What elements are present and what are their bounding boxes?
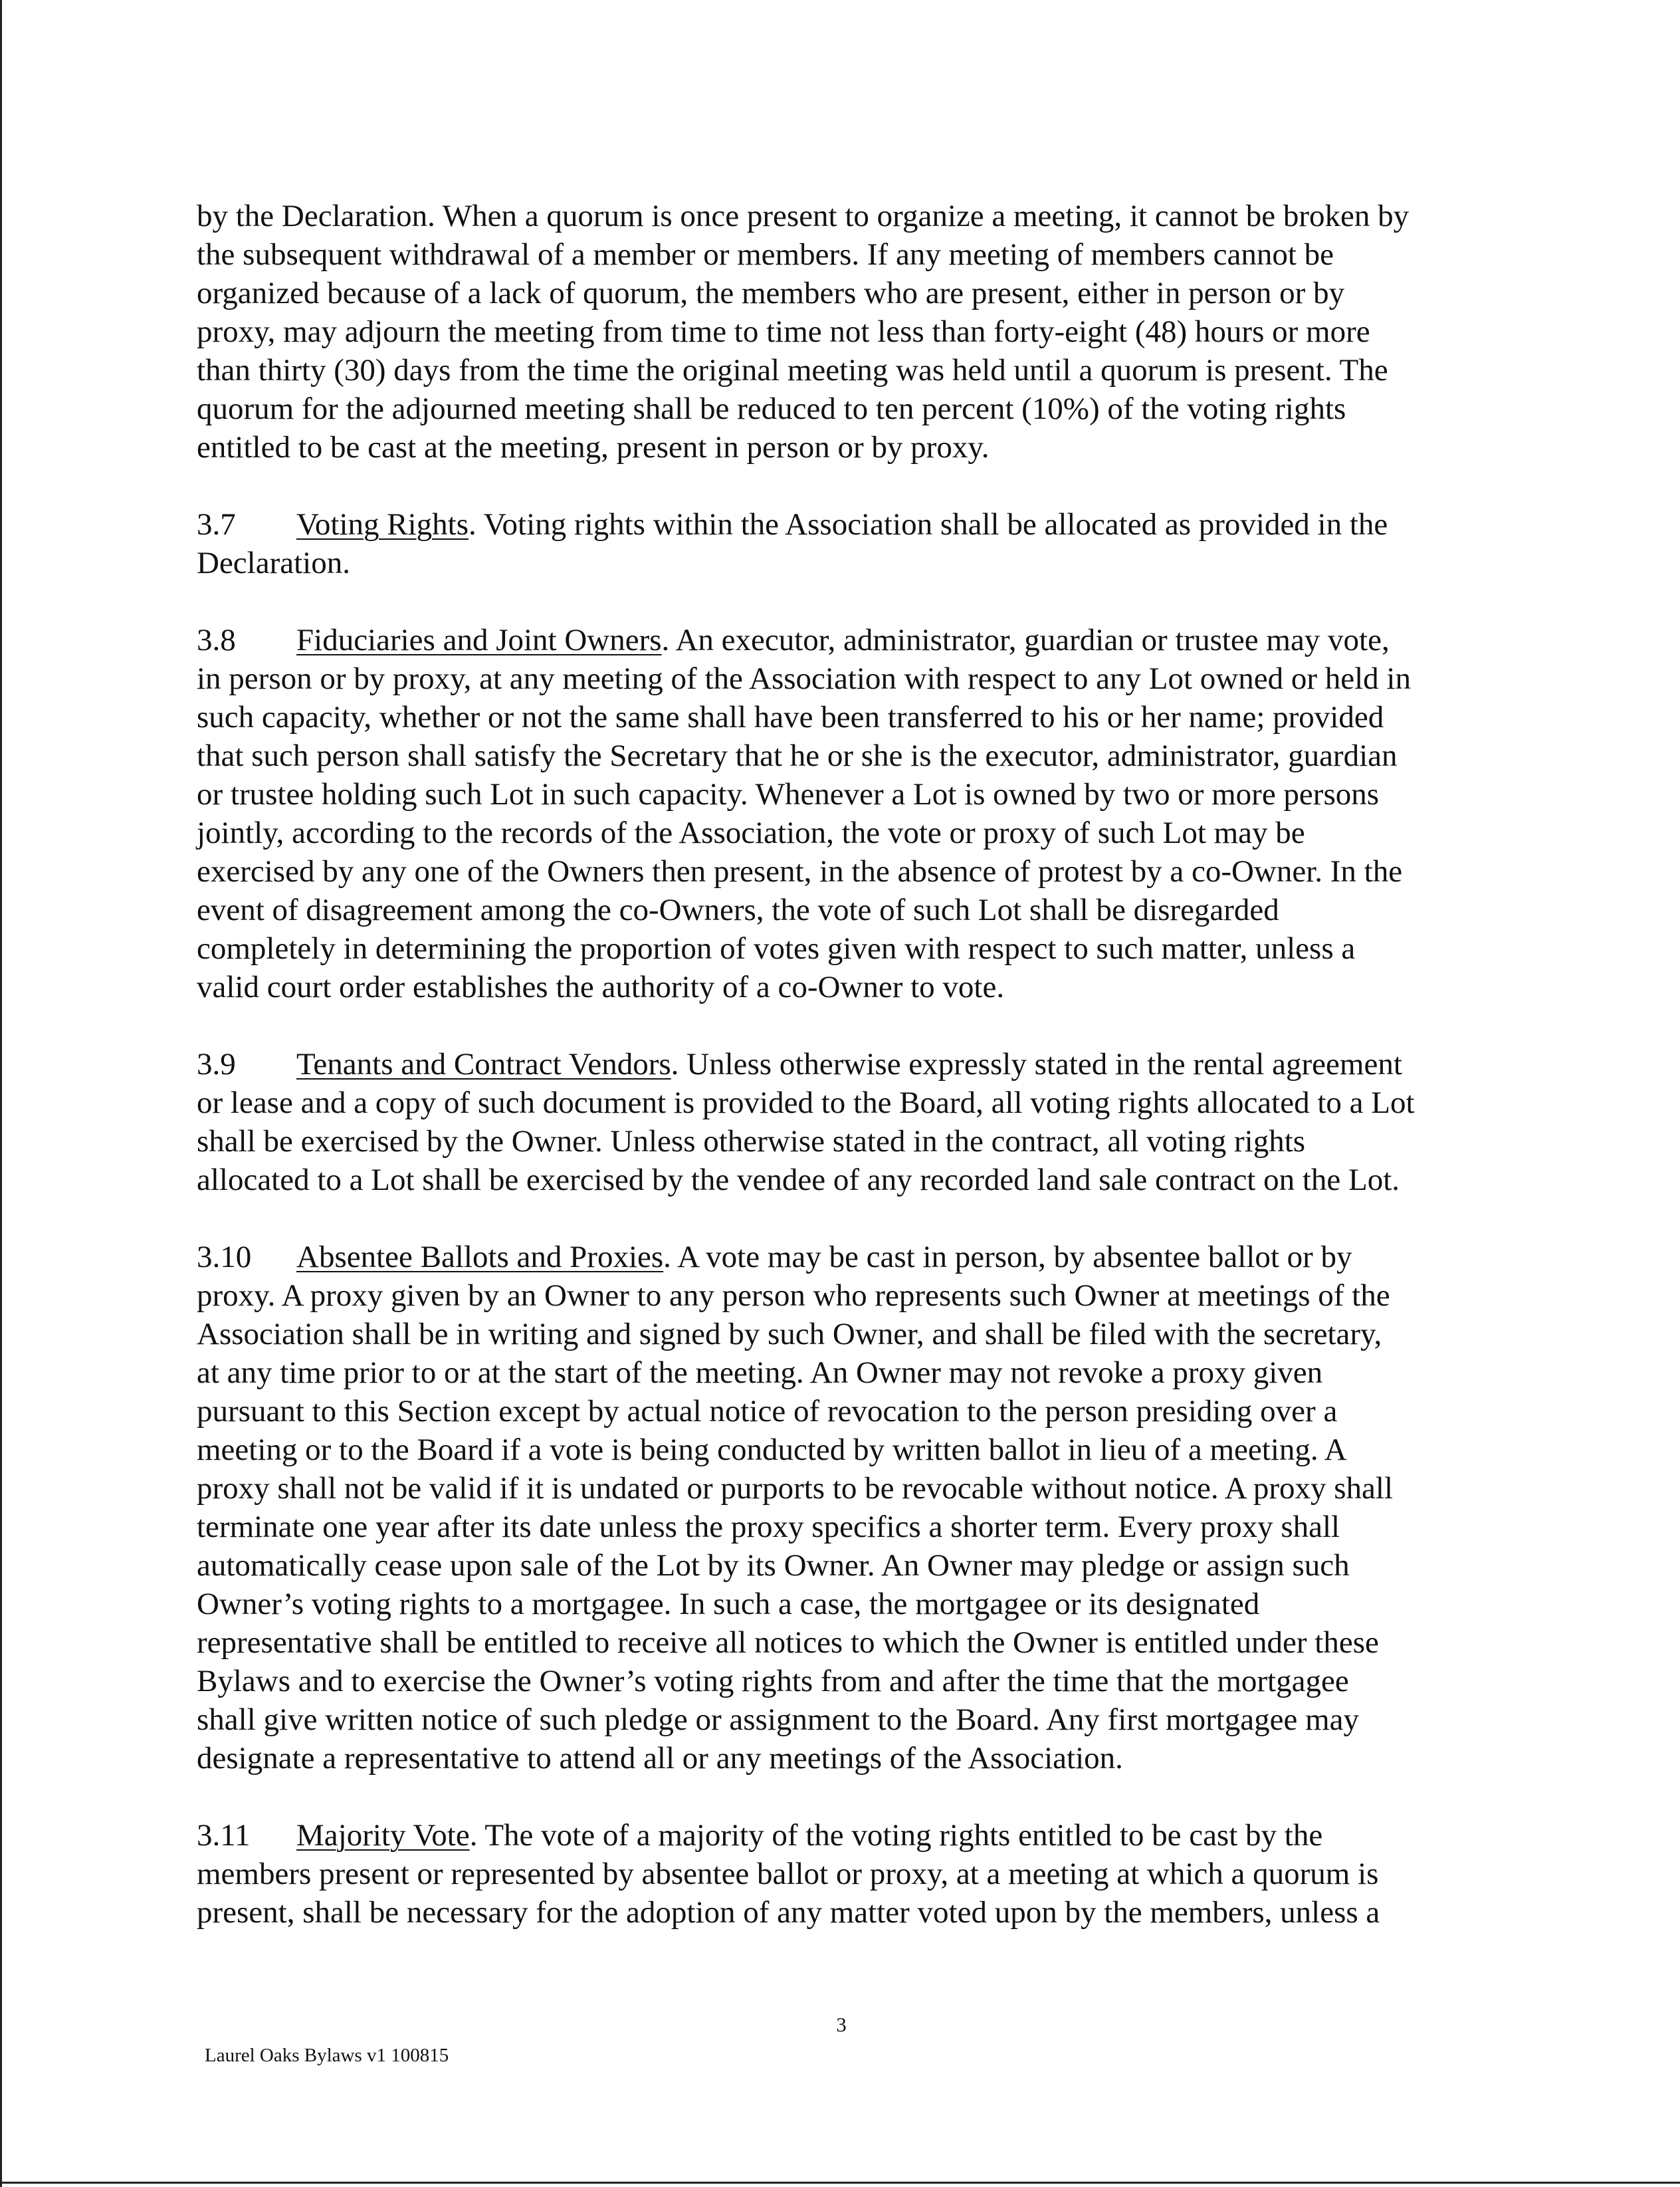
paragraph-line: such capacity, whether or not the same shall have been transferred to his or her name; provided <box>197 700 1384 735</box>
paragraph-line: or lease and a copy of such document is provided to the Board, all voting rights allocated to a Lot <box>197 1086 1415 1120</box>
section-3-7 <box>197 505 1506 582</box>
paragraph-line: allocated to a Lot shall be exercised by the vendee of any recorded land sale contract on the Lot. <box>197 1163 1400 1197</box>
paragraph-line: or trustee holding such Lot in such capacity. Whenever a Lot is owned by two or more persons <box>197 777 1380 812</box>
paragraph-line: proxy, may adjourn the meeting from time to time not less than forty-eight (48) hours or more <box>197 314 1370 349</box>
section-number: 3.9 <box>197 1047 236 1082</box>
section-first-line-text: . A vote may be cast in person, by absentee ballot or by <box>663 1240 1352 1274</box>
page-left-border <box>0 0 2 2187</box>
paragraph-line: Bylaws and to exercise the Owner’s voting rights from and after the time that the mortgagee <box>197 1664 1349 1698</box>
paragraph-line: valid court order establishes the authority of a co-Owner to vote. <box>197 970 1005 1004</box>
paragraph-line: that such person shall satisfy the Secretary that he or she is the executor, administrator, guardian <box>197 739 1398 773</box>
section-first-line-text: . Voting rights within the Association shall be allocated as provided in the <box>469 507 1388 542</box>
paragraph-line: the subsequent withdrawal of a member or members. If any meeting of members cannot be <box>197 237 1334 272</box>
section-number: 3.11 <box>197 1818 251 1853</box>
section-first-line <box>197 1045 1506 1084</box>
paragraph-line: pursuant to this Section except by actual notice of revocation to the person presiding over a <box>197 1394 1338 1429</box>
paragraph-line: entitled to be cast at the meeting, present in person or by proxy. <box>197 430 990 465</box>
paragraph-line: at any time prior to or at the start of the meeting. An Owner may not revoke a proxy given <box>197 1355 1323 1390</box>
paragraph-line: Association shall be in writing and signed by such Owner, and shall be filed with the secretary, <box>197 1317 1382 1351</box>
paragraph-line: by the Declaration. When a quorum is once present to organize a meeting, it cannot be broken by <box>197 199 1410 233</box>
section-first-line <box>197 621 1506 659</box>
section-heading: Absentee Ballots and Proxies <box>296 1240 664 1274</box>
paragraph-line: event of disagreement among the co-Owners, the vote of such Lot shall be disregarded <box>197 893 1279 927</box>
paragraph-line: shall give written notice of such pledge or assignment to the Board. Any first mortgagee may <box>197 1702 1360 1737</box>
paragraph-line: Owner’s voting rights to a mortgagee. In such a case, the mortgagee or its designated <box>197 1587 1260 1621</box>
section-heading: Tenants and Contract Vendors <box>296 1047 671 1082</box>
section-3-9 <box>197 1045 1506 1199</box>
section-first-line-text: . Unless otherwise expressly stated in the rental agreement <box>671 1047 1402 1082</box>
paragraph-line: present, shall be necessary for the adoption of any matter voted upon by the members, unless a <box>197 1895 1380 1930</box>
paragraph-line: representative shall be entitled to receive all notices to which the Owner is entitled under these <box>197 1625 1379 1660</box>
section-number: 3.10 <box>197 1240 252 1274</box>
paragraph-line: meeting or to the Board if a vote is being conducted by written ballot in lieu of a meeting. A <box>197 1433 1347 1467</box>
paragraph-line: Declaration. <box>197 546 350 580</box>
paragraph-line: terminate one year after its date unless the proxy specifics a shorter term. Every proxy shall <box>197 1510 1340 1544</box>
paragraph-line: organized because of a lack of quorum, the members who are present, either in person or by <box>197 276 1345 310</box>
document-body <box>197 197 1506 1970</box>
section-first-line-text: . An executor, administrator, guardian or trustee may vote, <box>661 623 1390 657</box>
footer-document-label: Laurel Oaks Bylaws v1 100815 <box>205 2045 449 2066</box>
section-3-8 <box>197 621 1506 1006</box>
opening-paragraph <box>197 197 1506 467</box>
page-bottom-border <box>0 2182 1680 2184</box>
paragraph-line: members present or represented by absentee ballot or proxy, at a meeting at which a quorum is <box>197 1857 1379 1891</box>
section-number: 3.7 <box>197 507 236 542</box>
paragraph-line: jointly, according to the records of the Association, the vote or proxy of such Lot may be <box>197 816 1305 850</box>
section-heading: Majority Vote <box>296 1818 470 1853</box>
paragraph-line: designate a representative to attend all or any meetings of the Association. <box>197 1741 1123 1776</box>
paragraph-line: proxy. A proxy given by an Owner to any person who represents such Owner at meetings of the <box>197 1278 1390 1313</box>
paragraph-line: shall be exercised by the Owner. Unless otherwise stated in the contract, all voting rights <box>197 1124 1306 1159</box>
page-number: 3 <box>836 2013 847 2036</box>
paragraph-line: proxy shall not be valid if it is undated or purports to be revocable without notice. A proxy shall <box>197 1471 1394 1506</box>
paragraph-line: exercised by any one of the Owners then present, in the absence of protest by a co-Owner. In the <box>197 854 1403 889</box>
section-3-11 <box>197 1816 1506 1932</box>
section-heading: Voting Rights <box>296 507 469 542</box>
section-3-10 <box>197 1238 1506 1778</box>
paragraph-line: completely in determining the proportion of votes given with respect to such matter, unless a <box>197 931 1356 966</box>
section-first-line <box>197 505 1506 544</box>
paragraph-line: automatically cease upon sale of the Lot by its Owner. An Owner may pledge or assign such <box>197 1548 1350 1583</box>
paragraph-line: quorum for the adjourned meeting shall be reduced to ten percent (10%) of the voting rights <box>197 392 1346 426</box>
section-number: 3.8 <box>197 623 236 657</box>
paragraph-line: than thirty (30) days from the time the original meeting was held until a quorum is present. The <box>197 353 1388 388</box>
section-first-line <box>197 1238 1506 1276</box>
section-heading: Fiduciaries and Joint Owners <box>296 623 662 657</box>
section-first-line <box>197 1816 1506 1855</box>
paragraph-line: in person or by proxy, at any meeting of the Association with respect to any Lot owned or held in <box>197 661 1411 696</box>
section-first-line-text: . The vote of a majority of the voting rights entitled to be cast by the <box>469 1818 1323 1853</box>
